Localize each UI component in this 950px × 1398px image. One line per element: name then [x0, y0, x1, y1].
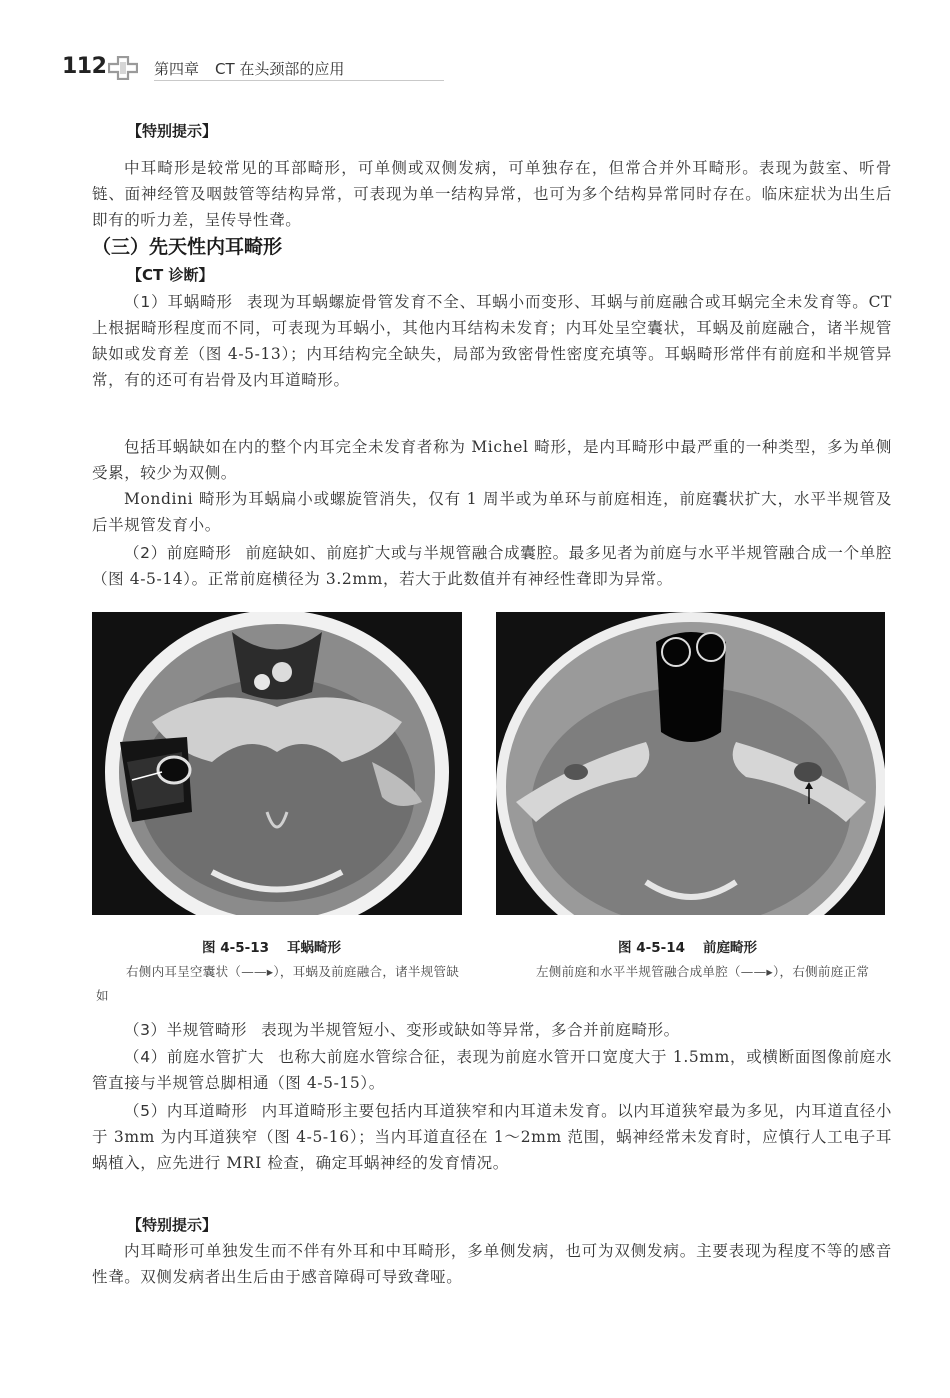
figure-caption-title: [618, 936, 757, 956]
paragraph-body: 内耳道畸形主要包括内耳道狭窄和内耳道未发育。以内耳道狭窄最为多见，内耳道直径小于 3mm 为内耳道狭窄（图 4-5-16）；当内耳道直径在 1～2mm 范围，蜗神经常未发育时，应慎行人工电子耳蜗植入，应先进行 MRI 检查，确定耳蜗神经的发育情况。: [92, 1102, 892, 1172]
figure-caption-text: 左侧前庭和水平半规管融合成单腔（——▸），右侧前庭正常: [536, 964, 870, 979]
header-rule: [154, 80, 444, 81]
paragraph-cochlea: [92, 289, 892, 393]
page-number: 112: [62, 54, 107, 79]
section-title: （三）先天性内耳畸形: [92, 236, 283, 258]
chapter-title: CT 在头颈部的应用: [215, 60, 345, 78]
ct-scan-image-vestibular-malformation: [496, 612, 885, 915]
figure-number: 图 4-5-13: [202, 940, 269, 956]
figure-caption-title: [202, 936, 341, 956]
tip-heading: 【特别提示】: [127, 1216, 218, 1234]
page-header: [62, 54, 392, 88]
paragraph-lead: （4）前庭水管扩大: [124, 1048, 265, 1066]
ct-scan-image-cochlear-malformation: [92, 612, 462, 915]
paragraph-michel: 包括耳蜗缺如在内的整个内耳完全未发育者称为 Michel 畸形，是内耳畸形中最严重的一种类型，多为单侧受累，较少为双侧。: [92, 438, 892, 482]
paragraph-semicircular: [92, 1017, 892, 1043]
paragraph-internal-canal: [92, 1098, 892, 1176]
tip-paragraph: 内耳畸形可单独发生而不伴有外耳和中耳畸形，多单侧发病，也可为双侧发病。主要表现为程度不等的感音性聋。双侧发病者出生后由于感音障碍可导致聋哑。: [92, 1242, 892, 1286]
paragraph-body: 表现为耳蜗螺旋骨管发育不全、耳蜗小而变形、耳蜗与前庭融合或耳蜗完全未发育等。CT 上根据畸形程度而不同，可表现为耳蜗小，其他内耳结构未发育；内耳处呈空囊状，耳蜗及前庭融合，诸半规管缺如或发育差（图 4-5-13）；内耳结构完全缺失，局部为致密骨性密度充填等。耳蜗畸形常伴有前庭和半规管异常，有的还可有岩骨及内耳道畸形。: [92, 293, 893, 389]
tip-heading: 【特别提示】: [127, 122, 218, 140]
tip-paragraph: 中耳畸形是较常见的耳部畸形，可单侧或双侧发病，可单独存在，但常合并外耳畸形。表现为鼓室、听骨链、面神经管及咽鼓管等结构异常，可表现为单一结构异常，也可为多个结构异常同时存在。临床症状为出生后即有的听力差，呈传导性聋。: [92, 159, 892, 229]
paragraph-body: 前庭缺如、前庭扩大或与半规管融合成囊腔。最多见者为前庭与水平半规管融合成一个单腔（图 4-5-14）。正常前庭横径为 3.2mm，若大于此数值并有神经性聋即为异常。: [92, 544, 892, 588]
paragraph-lead: （1）耳蜗畸形: [124, 293, 233, 311]
chapter-heading: [154, 58, 344, 79]
figure-title: 耳蜗畸形: [286, 940, 341, 956]
medical-cross-icon: [108, 56, 138, 80]
chapter-number: 第四章: [154, 60, 200, 78]
paragraph-mondini: Mondini 畸形为耳蜗扁小或螺旋管消失，仅有 1 周半或为单环与前庭相连，前庭囊状扩大，水平半规管及后半规管发育小。: [92, 490, 892, 534]
paragraph-lead: （5）内耳道畸形: [124, 1102, 248, 1120]
figure-title: 前庭畸形: [702, 940, 757, 956]
figure-number: 图 4-5-14: [618, 940, 685, 956]
figure-caption-text: 右侧内耳呈空囊状（——▸），耳蜗及前庭融合，诸半规管缺如: [96, 964, 460, 1003]
paragraph-body: 也称大前庭水管综合征，表现为前庭水管开口宽度大于 1.5mm，或横断面图像前庭水管直接与半规管总脚相通（图 4-5-15）。: [92, 1048, 892, 1092]
paragraph-lead: （2）前庭畸形: [124, 544, 232, 562]
paragraph-vestibular-aqueduct: [92, 1044, 892, 1096]
ct-diagnosis-heading: 【CT 诊断】: [127, 266, 214, 284]
paragraph-lead: （3）半规管畸形: [124, 1021, 248, 1039]
paragraph-vestibule: [92, 540, 892, 592]
paragraph-body: 表现为半规管短小、变形或缺如等异常，多合并前庭畸形。: [261, 1021, 680, 1039]
